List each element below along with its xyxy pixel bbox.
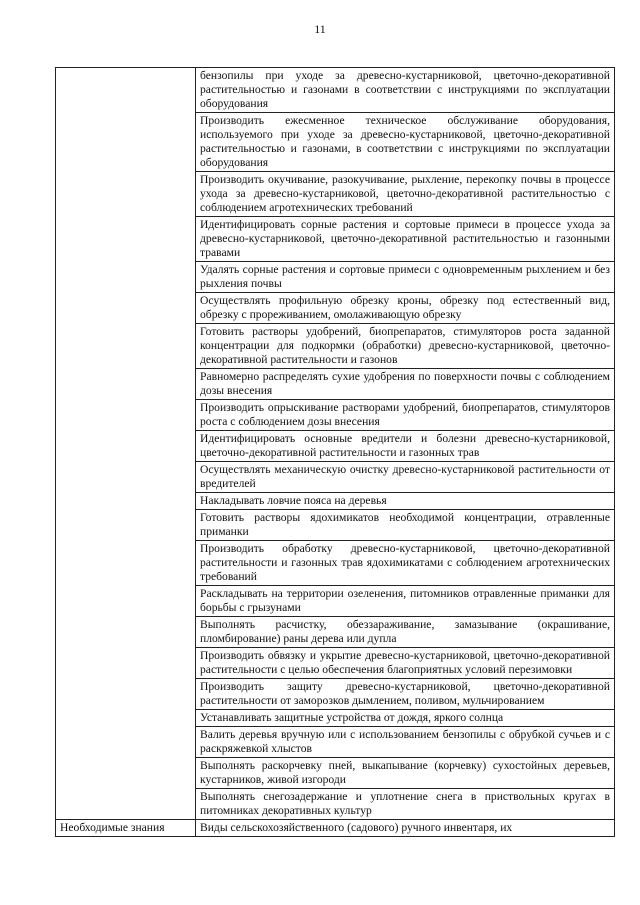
skill-cell: Равномерно распределять сухие удобрения по поверхности почвы с соблюдением дозы внесения [196,369,615,400]
skill-cell: Готовить растворы ядохимикатов необходимой концентрации, отравленные приманки [196,510,615,541]
skill-cell: Осуществлять профильную обрезку кроны, обрезку под естественный вид, обрезку с прореживанием, омолаживающую обрезку [196,293,615,324]
skill-cell: Осуществлять механическую очистку древесно-кустарниковой растительности от вредителей [196,462,615,493]
skill-cell: Раскладывать на территории озеленения, питомников отравленные приманки для борьбы с грызунами [196,586,615,617]
label-cell-empty [56,68,196,820]
skill-cell: бензопилы при уходе за древесно-кустарниковой, цветочно-декоративной растительностью и газонами в соответствии с инструкциями по эксплуатации оборудования [196,68,615,113]
page-number: 11 [314,22,326,36]
section-label: Необходимые знания [56,820,196,837]
skill-cell: Производить обвязку и укрытие древесно-кустарниковой, цветочно-декоративной растительности с целью обеспечения благоприятных условий перезимовки [196,648,615,679]
skill-cell: Выполнять расчистку, обеззараживание, замазывание (окрашивание, пломбирование) раны дерева или дупла [196,617,615,648]
skill-cell: Идентифицировать сорные растения и сортовые примеси в процессе ухода за древесно-кустарниковой, цветочно-декоративной растительностью и газонными травами [196,217,615,262]
skill-cell: Накладывать ловчие пояса на деревья [196,493,615,510]
skills-table [55,67,615,837]
skill-cell: Устанавливать защитные устройства от дождя, яркого солнца [196,710,615,727]
skill-cell: Готовить растворы удобрений, биопрепаратов, стимуляторов роста заданной концентрации для подкормки (обработки) древесно-кустарниковой, цветочно-декоративной растительности и газонов [196,324,615,369]
skill-cell: Производить опрыскивание растворами удобрений, биопрепаратов, стимуляторов роста с соблюдением дозы внесения [196,400,615,431]
table-row [56,820,615,837]
knowledge-cell: Виды сельскохозяйственного (садового) ручного инвентаря, их [196,820,615,837]
skill-cell: Удалять сорные растения и сортовые примеси с одновременным рыхлением и без рыхления почвы [196,262,615,293]
skill-cell: Выполнять снегозадержание и уплотнение снега в приствольных кругах в питомниках декоративных культур [196,789,615,820]
skill-cell: Производить защиту древесно-кустарниковой, цветочно-декоративной растительности от заморозков дымлением, поливом, мульчированием [196,679,615,710]
table-row [56,68,615,113]
skill-cell: Идентифицировать основные вредители и болезни древесно-кустарниковой, цветочно-декоративной растительности и газонных трав [196,431,615,462]
skill-cell: Производить ежесменное техническое обслуживание оборудования, используемого при уходе за древесно-кустарниковой, цветочно-декоративной растительностью и газонами, в соответствии с инструкциями по эксплуатации оборудования [196,113,615,172]
skill-cell: Выполнять раскорчевку пней, выкапывание (корчевку) сухостойных деревьев, кустарников, живой изгороди [196,758,615,789]
skill-cell: Производить обработку древесно-кустарниковой, цветочно-декоративной растительности и газонных трав ядохимикатами с соблюдением агротехнических требований [196,541,615,586]
skill-cell: Валить деревья вручную или с использованием бензопилы с обрубкой сучьев и с раскряжевкой хлыстов [196,727,615,758]
skill-cell: Производить окучивание, разокучивание, рыхление, перекопку почвы в процессе ухода за древесно-кустарниковой, цветочно-декоративной растительностью с соблюдением агротехнических требований [196,172,615,217]
